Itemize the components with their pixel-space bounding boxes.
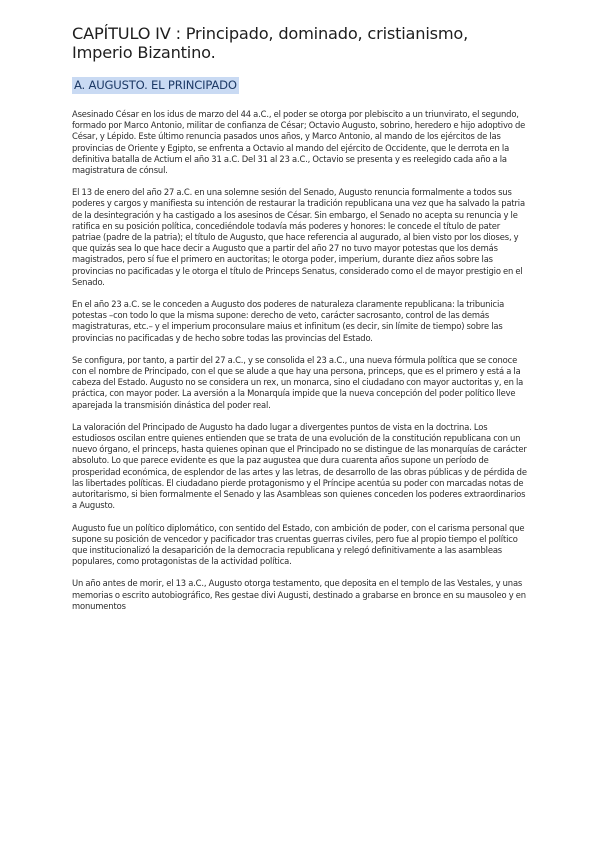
section-heading: A. AUGUSTO. EL PRINCIPADO (74, 78, 237, 92)
paragraph-7: Un año antes de morir, el 13 a.C., Augusto otorga testamento, que deposita en el templo de las Vestales, y unas memorias o escrito autobiográfico, Res gestae divi Augusti, destinado a grabarse en bronce en su mausoleo y en monumentos (72, 578, 526, 611)
paragraph-6: Augusto fue un político diplomático, con sentido del Estado, con ambición de poder, con el carisma personal que supone su posición de vencedor y pacificador tras cruentas guerras civiles, pero fue al propio tiempo el político que institucionalizó la desaparición de la democracia republicana y relegó definitivamente a las asambleas populares, como protagonistas de la actividad política. (72, 522, 525, 567)
paragraph-4: Se configura, por tanto, a partir del 27 a.C., y se consolida el 23 a.C., una nueva fórmula política que se conoce con el nombre de Principado, con el que se alude a que hay una persona, princeps, que es el primero y está a la cabeza del Estado. Augusto no se considera un rex, un monarca, sino el ciudadano con mayor auctoritas y, en la práctica, con mayor poder. La aversión a la Monarquía impide que la nueva concepción del poder político lleve aparejada la transmisión dinástica del poder real. (72, 354, 524, 410)
paragraph-5: La valoración del Principado de Augusto ha dado lugar a divergentes puntos de vista en la doctrina. Los estudiosos oscilan entre quienes entienden que se trata de una evolución de la constitución republicana con un nuevo órgano, el princeps, hasta quienes opinan que el Principado no se distingue de las monarquías de carácter absoluto. Lo que parece evidente es que la paz augustea que dura cuarenta años supone un período de prosperidad económica, de esplendor de las artes y las letras, de desarrollo de las obras públicas y de pérdida de las libertades políticas. El ciudadano pierde protagonismo y el Príncipe acentúa su poder con marcadas notas de autoritarismo, si bien formalmente el Senado y las Asambleas son quienes conceden los poderes extraordinarios a Augusto. (72, 421, 527, 511)
chapter-title: CAPÍTULO IV : Principado, dominado, cristianismo, Imperio Bizantino. (72, 24, 469, 62)
paragraph-1: Asesinado César en los idus de marzo del 44 a.C., el poder se otorga por plebiscito a un triunvirato, el segundo, formado por Marco Antonio, militar de confianza de César; Octavio Augusto, sobrino, heredero e hijo adoptivo de César, y Lépido. Este último renuncia pasados unos años, y Marco Antonio, al mando de los ejércitos de las provincias de Oriente y Egipto, se enfrenta a Octavio al mando del ejército de Occidente, que le derrota en la definitiva batalla de Actium el año 31 a.C. Del 31 al 23 a.C., Octavio se presenta y es reelegido cada año a la magistratura de cónsul. (72, 109, 526, 176)
paragraph-3: En el año 23 a.C. se le conceden a Augusto dos poderes de naturaleza claramente republicana: la tribunicia potestas –con todo lo que la misma supone: derecho de veto, carácter sacrosanto, control de las demás magistraturas, etc.– y el imperium proconsulare maius et infinitum (es decir, sin límite de tiempo) sobre las provincias no pacificadas y de hecho sobre todas las provincias del Estado. (72, 299, 505, 343)
paragraph-2: El 13 de enero del año 27 a.C. en una solemne sesión del Senado, Augusto renuncia formalmente a todos sus poderes y cargos y manifiesta su intención de restaurar la tradición republicana una vez que ha salvado la patria de la desintegración y ha castigado a los asesinos de César. Sin embargo, el Senado no acepta su renuncia y le ratifica en su posición política, concediéndole todavía más poderes y honores: le concede el título de pater patriae (padre de la patria); el título de Augusto, que hace referencia al augurado, al bien visto por los dioses, y que quizás sea lo que hace decir a Augusto que a partir del año 27 no tuvo mayor potestas que los demás magistrados, pero sí fue el primero en auctoritas; le otorga poder, imperium, durante diez años sobre las provincias no pacificadas y le otorga el título de Princeps Senatus, considerado como el de mayor prestigio en el Senado. (72, 187, 525, 287)
document-page (72, 24, 530, 623)
